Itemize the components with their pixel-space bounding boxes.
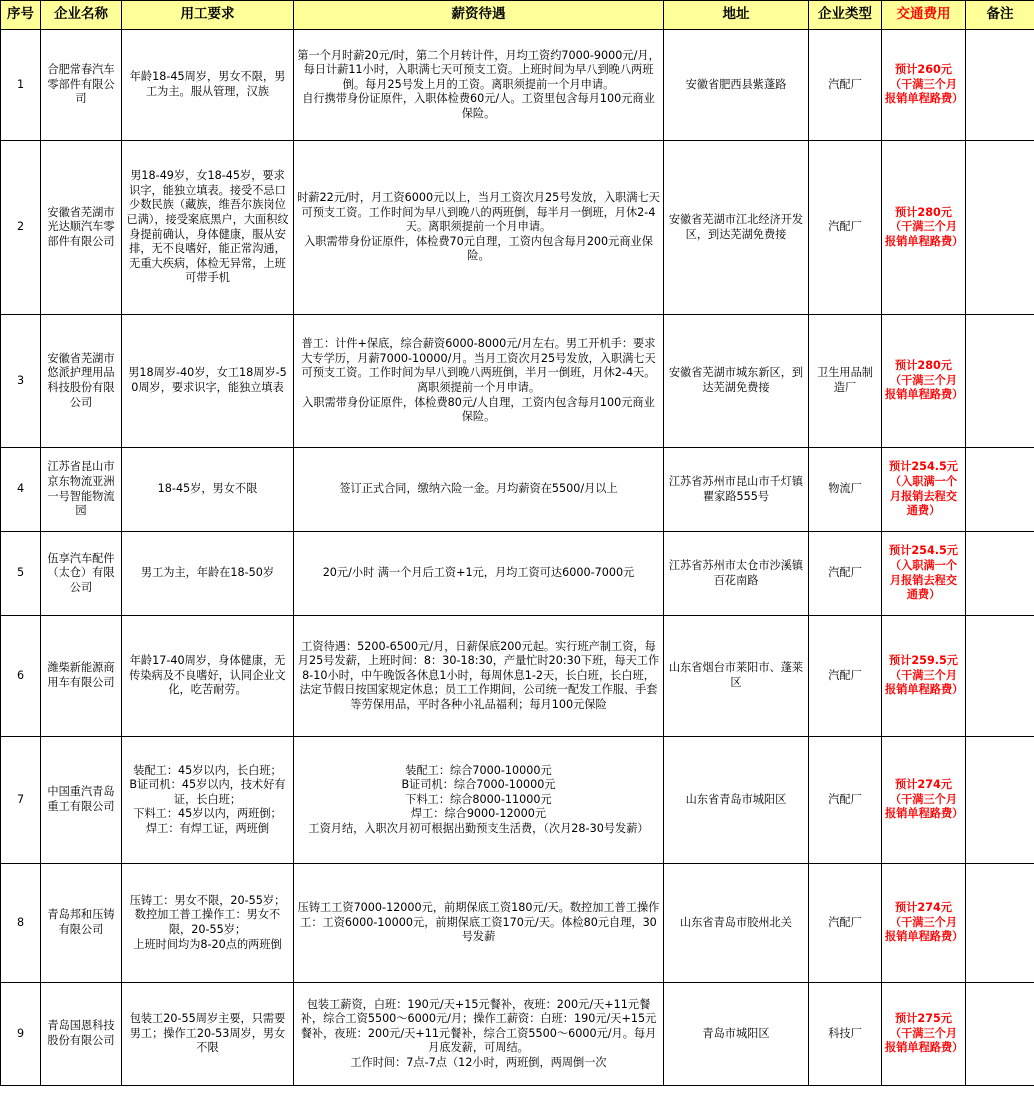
table-row bbox=[1, 983, 1034, 1086]
header-requirements: 用工要求 bbox=[122, 1, 294, 30]
row-address: 江苏省苏州市昆山市千灯镇瞿家路555号 bbox=[664, 448, 809, 532]
row-company: 伍享汽车配件（太仓）有限公司 bbox=[41, 532, 122, 616]
row-type: 汽配厂 bbox=[809, 141, 882, 315]
row-transport: 预计254.5元（入职满一个月报销去程交通费） bbox=[882, 532, 966, 616]
row-transport: 预计280元（干满三个月报销单程路费） bbox=[882, 141, 966, 315]
row-notes bbox=[966, 737, 1034, 864]
requirements-text: 包装工20-55周岁主要，只需要男工；操作工20-53周岁，男女不限 bbox=[129, 1012, 286, 1055]
row-company: 中国重汽青岛重工有限公司 bbox=[41, 737, 122, 864]
row-requirements bbox=[122, 315, 294, 448]
table-row bbox=[1, 532, 1034, 616]
salary-text: 20元/小时 满一个月后工资+1元，月均工资可达6000-7000元 bbox=[322, 566, 635, 580]
salary-text: 装配工：综合7000-10000元 B证司机：综合7000-10000元 下料工：综合8000-11000元 焊工：综合9000-12000元 工资月结，入职次月初可根据出勤预支生活费，（次月28-30号发薪） bbox=[308, 763, 649, 835]
row-address: 山东省青岛市胶州北关 bbox=[664, 864, 809, 983]
row-transport: 预计280元（干满三个月报销单程路费） bbox=[882, 315, 966, 448]
requirements-text: 装配工：45岁以内，长白班； B证司机：45岁以内，技术好有证，长白班； 下料工：45岁以内，两班倒； 焊工：有焊工证，两班倒 bbox=[129, 763, 286, 835]
row-company: 青岛邦和压铸有限公司 bbox=[41, 864, 122, 983]
row-salary bbox=[294, 448, 664, 532]
salary-text: 压铸工工资7000-12000元，前期保底工资180元/天。数控加工普工操作工：工资6000-10000元，前期保底工资170元/天。体检80元自理，30号发薪 bbox=[297, 901, 660, 944]
row-seq: 8 bbox=[1, 864, 41, 983]
row-transport: 预计260元（干满三个月报销单程路费） bbox=[882, 30, 966, 141]
row-type: 汽配厂 bbox=[809, 30, 882, 141]
row-address: 江苏省苏州市太仓市沙溪镇百花南路 bbox=[664, 532, 809, 616]
row-type: 汽配厂 bbox=[809, 532, 882, 616]
salary-text: 普工：计件+保底，综合薪资6000-8000元/月左右。男工开机手：要求大专学历，月薪7000-10000/月。当月工资次月25号发放，入职满七天可预支工资。工作时间为早八到晚八两班倒，半月一倒班，月休2-4天。离职须提前一个月申请。 入职需带身份证原件，体检费80元/人自理，工资内包含每月100元商业保险。 bbox=[301, 337, 656, 424]
table-row bbox=[1, 448, 1034, 532]
table-row bbox=[1, 864, 1034, 983]
row-company: 江苏省昆山市京东物流亚洲一号智能物流园 bbox=[41, 448, 122, 532]
row-transport: 预计259.5元（干满三个月报销单程路费） bbox=[882, 616, 966, 737]
row-type: 汽配厂 bbox=[809, 864, 882, 983]
table-row bbox=[1, 315, 1034, 448]
row-requirements bbox=[122, 532, 294, 616]
row-requirements bbox=[122, 983, 294, 1086]
header-salary: 薪资待遇 bbox=[294, 1, 664, 30]
header-notes: 备注 bbox=[966, 1, 1034, 30]
row-type: 卫生用品制造厂 bbox=[809, 315, 882, 448]
row-salary bbox=[294, 315, 664, 448]
row-type: 汽配厂 bbox=[809, 616, 882, 737]
row-address: 安徽省芜湖市城东新区，到达芜湖免费接 bbox=[664, 315, 809, 448]
requirements-text: 男18周岁-40岁，女工18周岁-50周岁，要求识字，能独立填表 bbox=[128, 366, 287, 394]
header-seq: 序号 bbox=[1, 1, 41, 30]
row-address: 山东省青岛市城阳区 bbox=[664, 737, 809, 864]
row-company: 潍柴新能源商用车有限公司 bbox=[41, 616, 122, 737]
row-notes bbox=[966, 141, 1034, 315]
row-salary bbox=[294, 983, 664, 1086]
row-company: 青岛国恩科技股份有限公司 bbox=[41, 983, 122, 1086]
row-transport: 预计274元（干满三个月报销单程路费） bbox=[882, 737, 966, 864]
header-transport: 交通费用 bbox=[882, 1, 966, 30]
row-seq: 3 bbox=[1, 315, 41, 448]
row-seq: 6 bbox=[1, 616, 41, 737]
requirements-text: 18-45岁，男女不限 bbox=[157, 482, 258, 496]
row-requirements bbox=[122, 30, 294, 141]
row-notes bbox=[966, 864, 1034, 983]
requirements-text: 年龄17-40周岁，身体健康，无传染病及不良嗜好，认同企业文化，吃苦耐劳。 bbox=[129, 654, 286, 697]
table-row bbox=[1, 616, 1034, 737]
row-notes bbox=[966, 532, 1034, 616]
row-transport: 预计274元（干满三个月报销单程路费） bbox=[882, 864, 966, 983]
header-row bbox=[1, 1, 1034, 30]
row-address: 安徽省肥西县紫蓬路 bbox=[664, 30, 809, 141]
row-seq: 5 bbox=[1, 532, 41, 616]
row-seq: 2 bbox=[1, 141, 41, 315]
row-seq: 7 bbox=[1, 737, 41, 864]
row-company: 合肥常春汽车零部件有限公司 bbox=[41, 30, 122, 141]
row-seq: 1 bbox=[1, 30, 41, 141]
row-salary bbox=[294, 532, 664, 616]
header-company: 企业名称 bbox=[41, 1, 122, 30]
row-requirements bbox=[122, 616, 294, 737]
header-type: 企业类型 bbox=[809, 1, 882, 30]
row-notes bbox=[966, 315, 1034, 448]
row-salary bbox=[294, 616, 664, 737]
row-type: 科技厂 bbox=[809, 983, 882, 1086]
row-salary bbox=[294, 30, 664, 141]
row-seq: 4 bbox=[1, 448, 41, 532]
row-seq: 9 bbox=[1, 983, 41, 1086]
requirements-text: 年龄18-45周岁，男女不限，男工为主。服从管理，汉族 bbox=[129, 70, 286, 98]
salary-text: 第一个月时薪20元/时，第二个月转计件，月均工资约7000-9000元/月，每日计薪11小时，入职满七天可预支工资。上班时间为早八到晚八两班倒。每月25号发上月的工资。离职须提前一个月申请。 自行携带身份证原件，入职体检费60元/人。工资里包含每月100元商业保险。 bbox=[297, 48, 660, 120]
salary-text: 时薪22元/时，月工资6000元以上，当月工资次月25号发放，入职满七天可预支工资。工作时间为早八到晚八的两班倒，每半月一倒班，月休2-4天。离职须提前一个月申请。 入职需带身份证原件，体检费70元自理，工资内包含每月200元商业保险。 bbox=[297, 191, 660, 263]
row-address: 青岛市城阳区 bbox=[664, 983, 809, 1086]
row-requirements bbox=[122, 737, 294, 864]
requirements-text: 男18-49岁，女18-45岁，要求识字，能独立填表。接受不忌口少数民族（藏族，维吾尔族岗位已满），接受案底黑户，大面积纹身提前确认，身体健康，服从安排，无不良嗜好，能正常沟通，无重大疾病，体检无异常，上班可带手机 bbox=[126, 169, 289, 285]
row-company: 安徽省芜湖市光达顺汽车零部件有限公司 bbox=[41, 141, 122, 315]
row-transport: 预计275元（干满三个月报销单程路费） bbox=[882, 983, 966, 1086]
row-requirements bbox=[122, 864, 294, 983]
table-row bbox=[1, 737, 1034, 864]
salary-text: 工资待遇：5200-6500元/月，日薪保底200元起。实行班产制工资，每月25号发薪，上班时间：8：30-18:30，产量忙时20:30下班，每天工作8-10小时，中午晚饭各休息1小时，每周休息1-2天，长白班，长白班，法定节假日按国家规定休息；员工工作期间，公司统一配发工作服、手套等劳保用品，平时各种小礼品福利；每月100元保险 bbox=[297, 639, 660, 711]
salary-text: 包装工薪资，白班：190元/天+15元餐补，夜班：200元/天+11元餐补，综合工资5500～6000元/月；操作工薪资：白班：190元/天+15元餐补，夜班：200元/天+11元餐补，综合工资5500～6000元/月。每月月底发薪，可周结。 工作时间：7点-7点（12小时，两班倒，两周倒一次 bbox=[300, 997, 657, 1069]
row-type: 物流厂 bbox=[809, 448, 882, 532]
table-row bbox=[1, 141, 1034, 315]
row-salary bbox=[294, 141, 664, 315]
row-requirements bbox=[122, 141, 294, 315]
row-notes bbox=[966, 983, 1034, 1086]
row-type: 汽配厂 bbox=[809, 737, 882, 864]
row-address: 安徽省芜湖市江北经济开发区，到达芜湖免费接 bbox=[664, 141, 809, 315]
table-row bbox=[1, 30, 1034, 141]
row-notes bbox=[966, 448, 1034, 532]
row-requirements bbox=[122, 448, 294, 532]
row-salary bbox=[294, 737, 664, 864]
row-notes bbox=[966, 616, 1034, 737]
header-address: 地址 bbox=[664, 1, 809, 30]
salary-text: 签订正式合同，缴纳六险一金。月均薪资在5500/月以上 bbox=[339, 482, 618, 496]
row-address: 山东省烟台市莱阳市、蓬莱区 bbox=[664, 616, 809, 737]
requirements-text: 压铸工：男女不限，20-55岁； 数控加工普工操作工：男女不限，20-55岁； 上班时间均为8-20点的两班倒 bbox=[129, 893, 286, 951]
row-salary bbox=[294, 864, 664, 983]
requirements-text: 男工为主，年龄在18-50岁 bbox=[140, 566, 275, 580]
row-transport: 预计254.5元（入职满一个月报销去程交通费） bbox=[882, 448, 966, 532]
row-notes bbox=[966, 30, 1034, 141]
row-company: 安徽省芜湖市悠派护理用品科技股份有限公司 bbox=[41, 315, 122, 448]
